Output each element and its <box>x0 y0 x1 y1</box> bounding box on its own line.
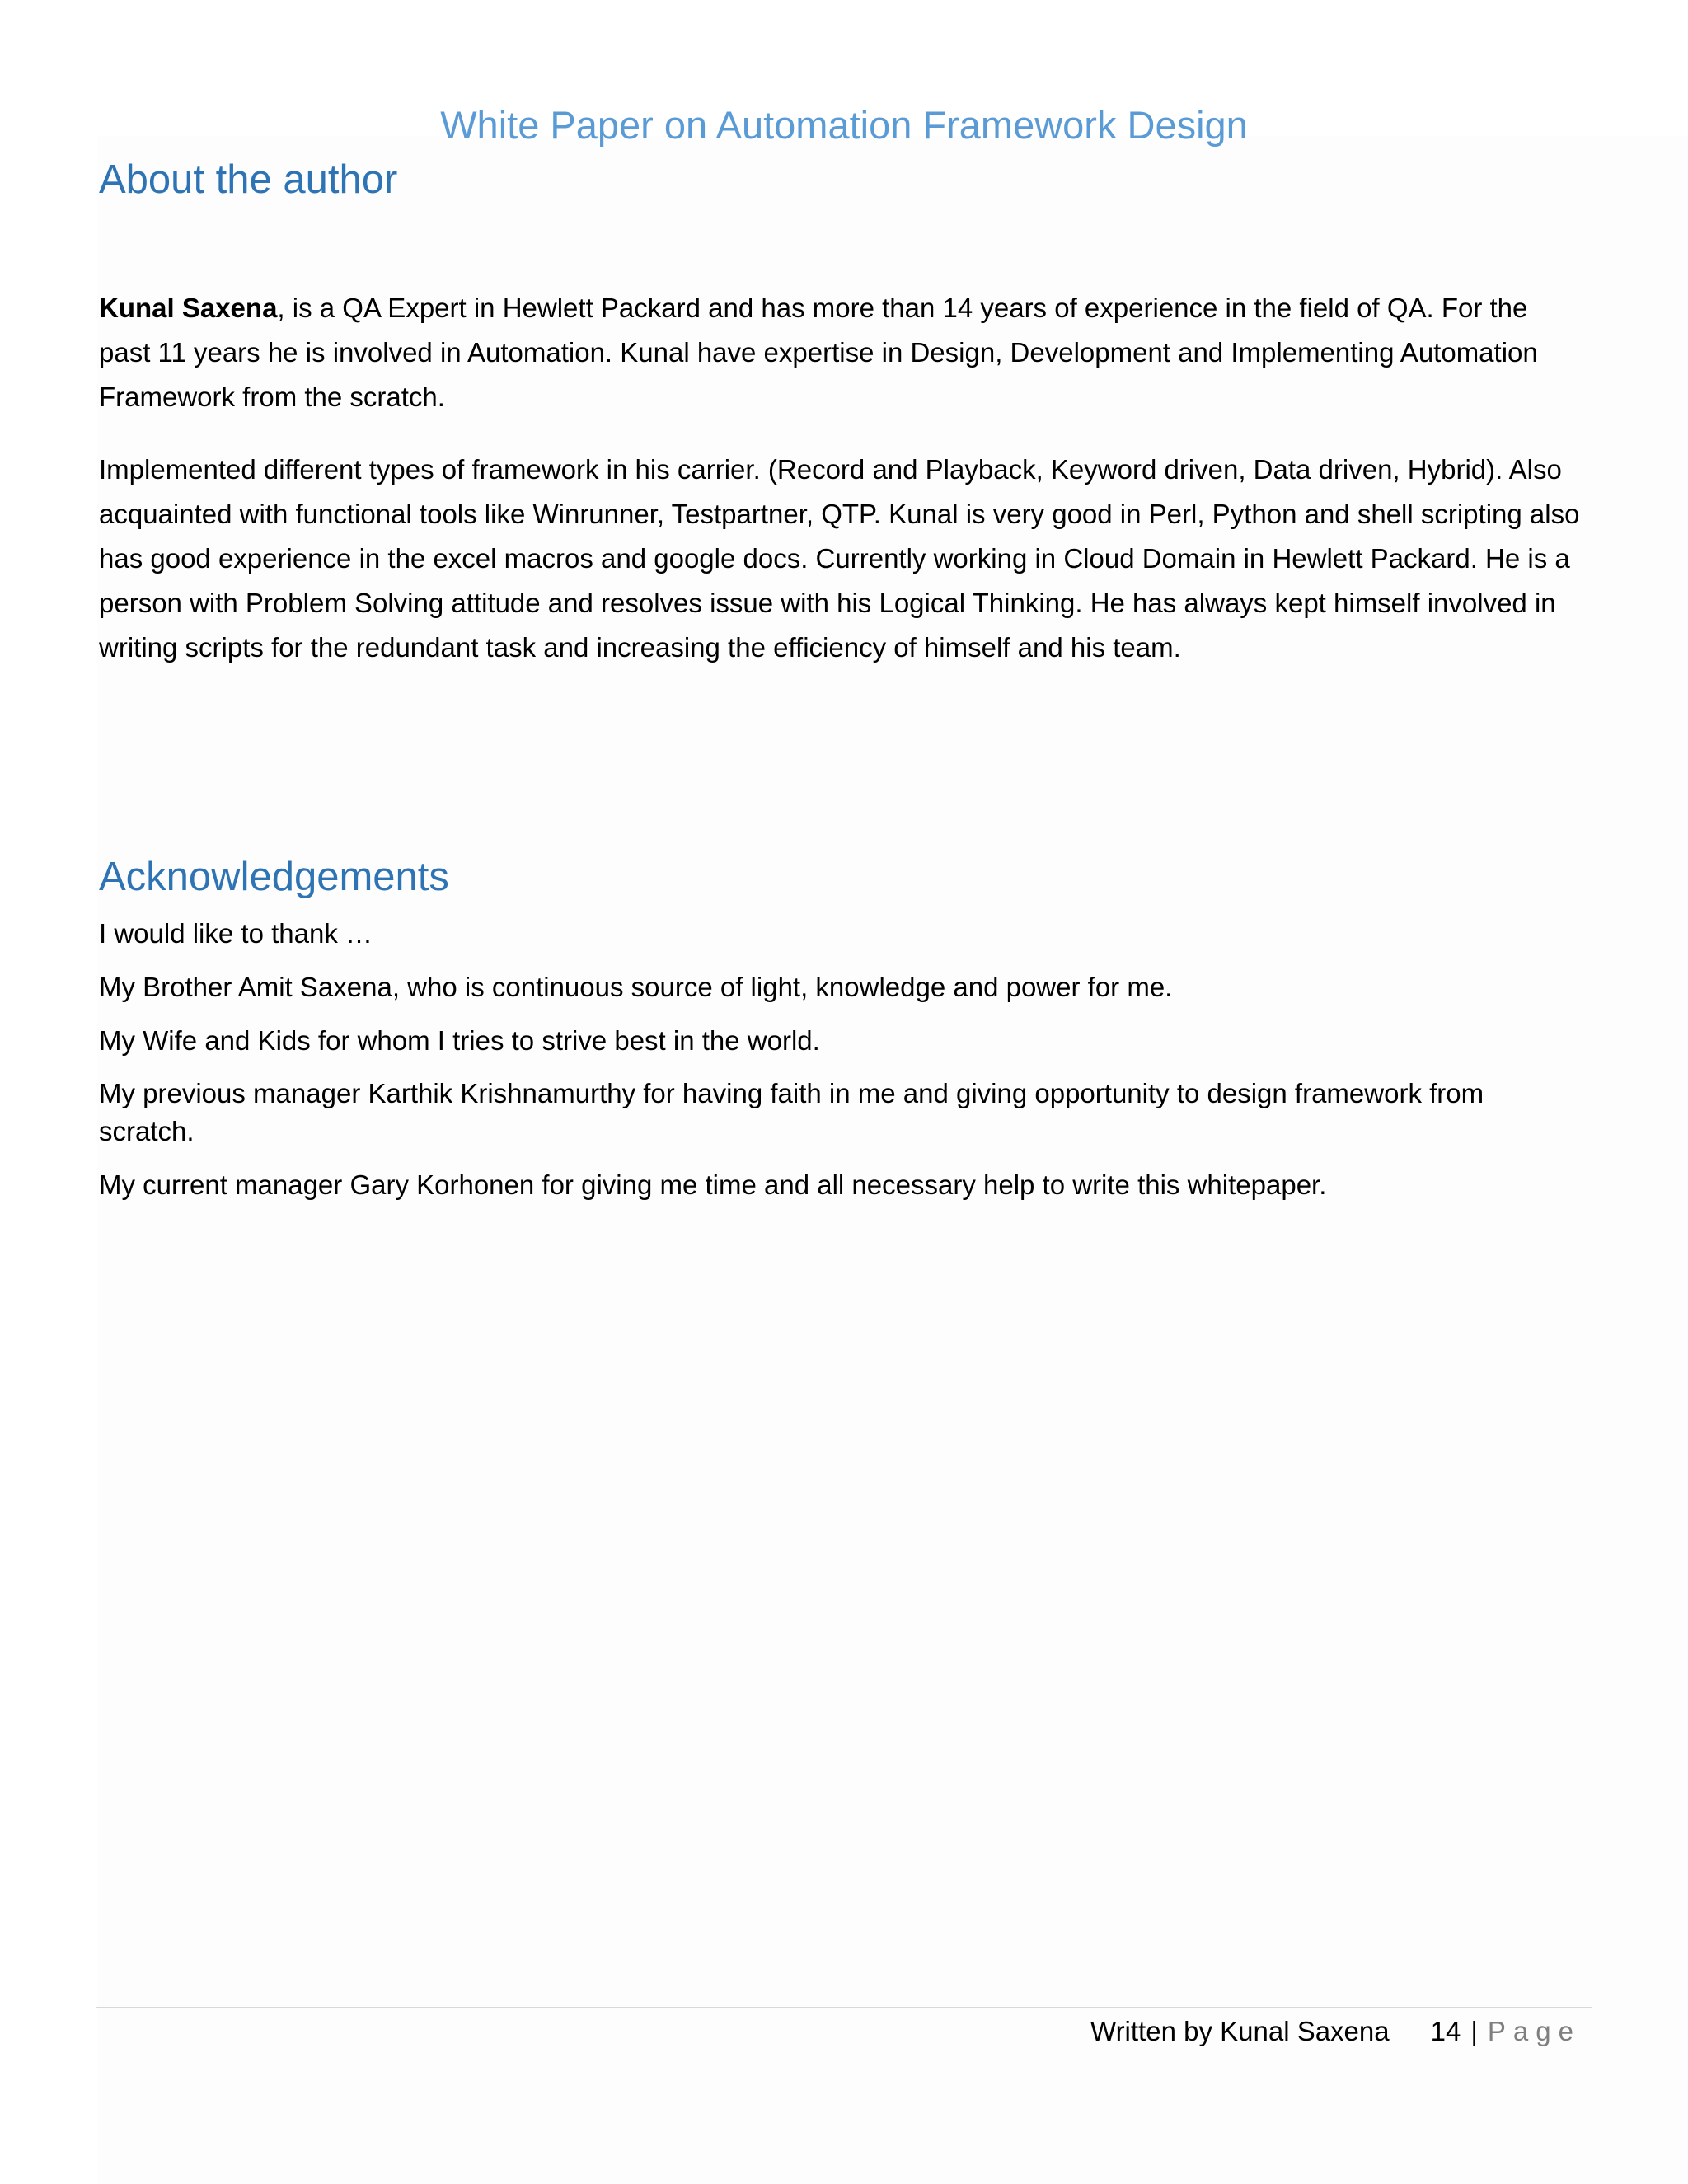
about-paragraph-2: Implemented different types of framework in his carrier. (Record and Playback, Keyword driven, Data driven, Hybrid). Also acquainted with functional tools like Winrunner, Testpartner, QTP. Kunal is very good in Perl, Python and shell scripting also has good experience in the excel macros and google docs. Currently working in Cloud Domain in Hewlett Packard. He is a person with Problem Solving attitude and resolves issue with his Logical Thinking. He has always kept himself involved in writing scripts for the redundant task and increasing the efficiency of himself and his team. <box>99 454 1580 663</box>
about-paragraph-1 <box>99 286 1582 419</box>
acknowledgement-item: My previous manager Karthik Krishnamurthy for having faith in me and giving opportunity to design framework from scratch. <box>99 1078 1484 1146</box>
acknowledgement-item: My current manager Gary Korhonen for giving me time and all necessary help to write this whitepaper. <box>99 1169 1327 1200</box>
author-name: Kunal Saxena <box>99 293 278 323</box>
page-label: Page <box>1487 2016 1581 2046</box>
about-paragraph-1-text: , is a QA Expert in Hewlett Packard and has more than 14 years of experience in the field of QA. For the past 11 years he is involved in Automation. Kunal have expertise in Design, Development and Implementing Automation Framework from the scratch. <box>99 293 1538 412</box>
acknowledgements-intro: I would like to thank … <box>99 918 373 949</box>
acknowledgement-item: My Wife and Kids for whom I tries to strive best in the world. <box>99 1025 820 1056</box>
document-title: White Paper on Automation Framework Design <box>440 103 1248 147</box>
footer-separator: | <box>1470 2016 1478 2046</box>
page-footer <box>1090 2009 1581 2054</box>
acknowledgement-item: My Brother Amit Saxena, who is continuous source of light, knowledge and power for me. <box>99 972 1173 1002</box>
page-number: 14 <box>1430 2016 1461 2046</box>
footer-divider <box>96 2007 1592 2008</box>
footer-author: Written by Kunal Saxena <box>1090 2016 1390 2046</box>
page-background <box>97 136 1688 2184</box>
acknowledgements-heading: Acknowledgements <box>99 855 449 899</box>
about-author-heading: About the author <box>99 157 398 202</box>
